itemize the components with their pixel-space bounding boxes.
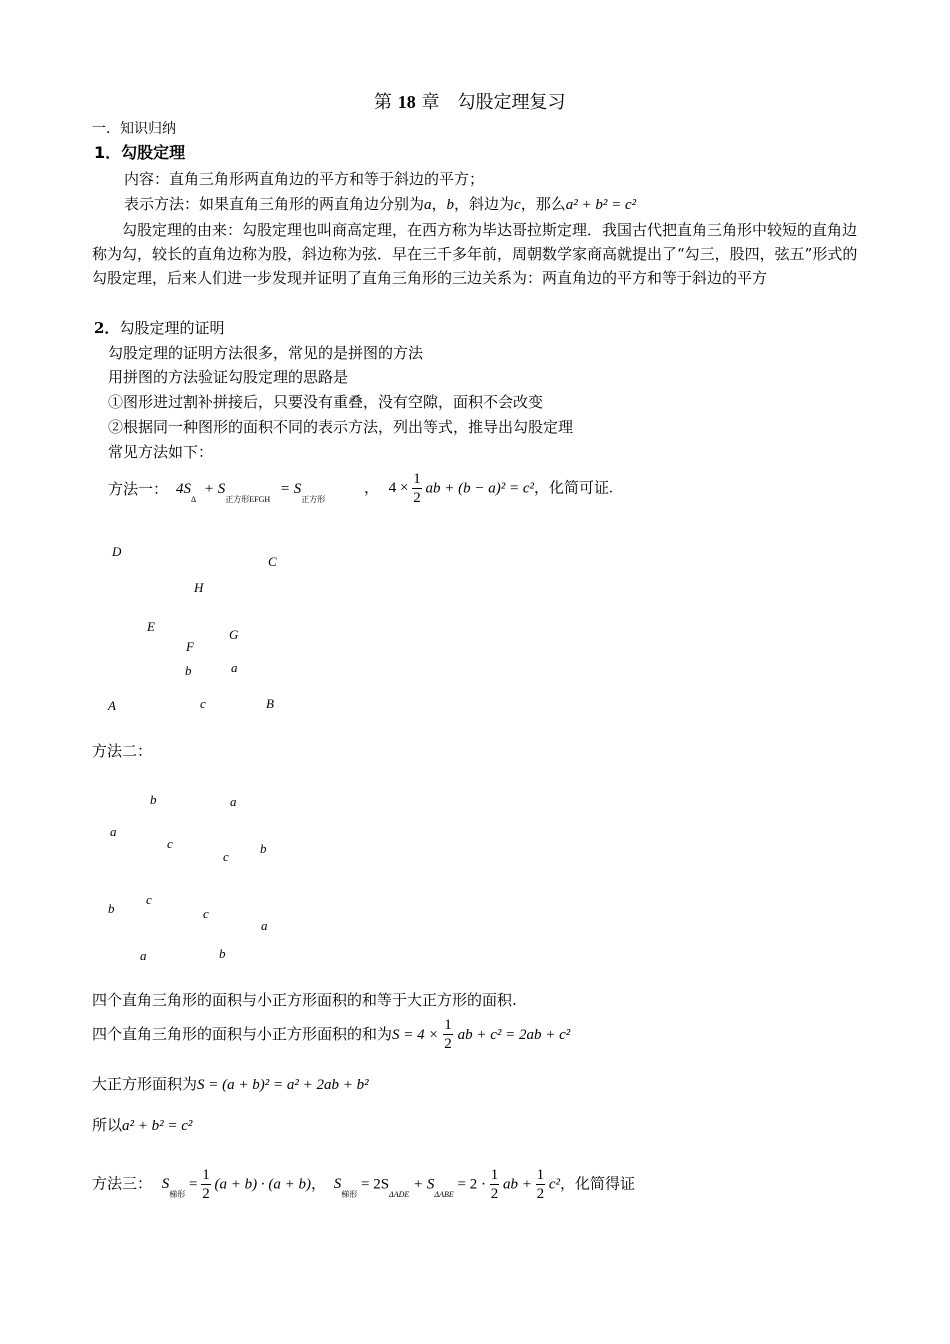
method-1-tail: ，化简可证. [534,480,613,497]
method-3-line [92,1168,635,1202]
expression-line [124,197,636,213]
statement-2-formula-a: S = 4 × [392,1027,439,1043]
sep: ，斜边为 [454,195,515,213]
origin-paragraph: 勾股定理的由来：勾股定理也叫商高定理，在西方称为毕达哥拉斯定理．我国古代把直角三角形中较短的直角边称为勾，较长的直角边称为股，斜边称为弦．早在三千多年前，周朝数学家商高就提出了“勾三，股四，弦五”形式的勾股定理，后来人们进一步发现并证明了直角三角形的三边关系为：两直角边的平方和等于斜边的平方 [92,221,858,287]
label-F: F [186,639,194,654]
subsection-1-title: 勾股定理 [121,143,186,162]
method-1-formula-b [364,472,613,506]
sep: ，那么 [520,195,566,213]
fig2-label: b [108,901,115,916]
comma: ， [364,480,380,497]
label-a: a [231,660,238,675]
statement-4-prefix: 所以 [92,1116,123,1134]
plus-s: + S [203,481,226,497]
proof-line-3: ①图形进过割补拼接后，只要没有重叠，没有空隙，面积不会改变 [108,393,544,411]
fig2-label: a [140,948,147,963]
fraction-half [201,1168,211,1202]
sub-trapezoid: 梯形 [341,1190,358,1200]
fraction-half [443,1018,453,1052]
pythagoras-formula: a² + b² = c² [565,197,637,213]
subsection-2-number: 2． [94,319,120,337]
statement-2-formula-b: ab + c² = 2ab + c² [457,1027,571,1043]
frac-num: 1 [444,1017,452,1033]
method-3-label: 方法三： [92,1174,153,1193]
label-C: C [268,554,277,569]
label-G: G [229,627,239,642]
frac-num: 1 [413,471,421,487]
subsection-2-title: 勾股定理的证明 [119,319,225,337]
frac-den: 2 [444,1036,452,1052]
subsection-1-heading [94,145,185,161]
statement-3-prefix: 大正方形面积为 [92,1075,198,1093]
expression-prefix: 表示方法：如果直角三角形的两直角边分别为 [124,195,425,213]
label-H: H [194,580,204,595]
fig2-label: b [260,841,267,856]
frac-den: 2 [413,490,421,506]
statement-3 [92,1077,369,1093]
sub-triangle-ade: ΔADE [389,1190,410,1200]
label-E: E [147,619,155,634]
statement-2 [92,1018,570,1052]
subsection-2-heading [94,321,224,336]
var-c: c [514,197,521,213]
sub-square-efgh: 正方形EFGH [225,495,271,504]
frac-den: 2 [490,1186,499,1202]
fig2-label: a [110,824,117,839]
frac-num: 1 [536,1167,545,1183]
c-squared: c² [548,1176,561,1193]
fig2-label: c [203,906,209,921]
comma: ， [310,1176,326,1193]
fig2-label: b [150,792,157,807]
proof-line-5: 常见方法如下： [108,443,214,461]
eq: = [189,1176,198,1193]
method-1-label: 方法一： [108,480,169,498]
title-prefix: 第 [374,92,398,113]
section-heading: 一．知识归纳 [92,121,176,137]
fig2-label: a [230,794,237,809]
fig2-label: c [146,892,152,907]
eq-2s: = 2S [360,1176,390,1193]
label-B: B [266,696,274,711]
frac-num: 1 [490,1167,499,1183]
label-b: b [185,663,192,678]
sub-trapezoid: 梯形 [169,1190,186,1200]
statement-4-formula: a² + b² = c² [122,1118,193,1134]
label-A: A [108,698,116,713]
ab-plus: ab + [503,1176,532,1193]
frac-den: 2 [202,1186,210,1202]
eq-2-dot: = 2 · [457,1176,486,1193]
frac-den: 2 [536,1186,545,1202]
fig2-label: c [223,849,229,864]
sub-square-big: 正方形 [301,495,326,504]
fig2-label: c [167,836,173,851]
label-D: D [112,544,122,559]
var-b: b [446,197,455,213]
plus-s: + S [413,1176,435,1193]
statement-2-prefix: 四个直角三角形的面积与小正方形面积的和为 [92,1025,393,1043]
sep: ， [431,195,447,213]
content-line: 内容：直角三角形两直角边的平方和等于斜边的平方； [124,170,485,188]
frac-num: 1 [202,1167,210,1183]
statement-1: 四个直角三角形的面积与小正方形面积的和等于大正方形的面积. [92,991,517,1009]
method-1-line [108,470,169,498]
subsection-1-number: 1． [94,143,122,162]
fraction-half [412,472,422,506]
method-3-tail: ，化简得证 [560,1174,636,1193]
chapter-number: 18 [397,92,416,112]
s-trapezoid: S [161,1176,170,1193]
title-suffix: 章 勾股定理复习 [415,92,566,113]
method-1-formula-a [176,481,326,504]
eq-s: = S [279,481,302,497]
method-1-rest: ab + (b − a)² = c² [425,480,534,497]
label-c: c [200,696,206,711]
statement-3-formula: S = (a + b)² = a² + 2ab + b² [197,1077,369,1093]
proof-line-4: ②根据同一种图形的面积不同的表示方法，列出等式，推导出勾股定理 [108,418,574,436]
proof-line-1: 勾股定理的证明方法很多，常见的是拼图的方法 [108,344,424,362]
sub-triangle-abe: ΔABE [434,1190,454,1200]
four-times: 4 × [388,480,409,497]
var-a: a [424,197,432,213]
fig2-label: a [261,918,268,933]
page-title [374,93,565,112]
fraction-half [490,1168,500,1202]
method-2-label: 方法二： [92,742,153,760]
fraction-half [536,1168,546,1202]
statement-4 [92,1118,192,1134]
s-trapezoid: S [333,1176,342,1193]
coef-4s: 4S [176,481,191,497]
proof-line-2: 用拼图的方法验证勾股定理的思路是 [108,368,349,386]
sub-triangle: Δ [191,495,197,504]
method-3-part-1: (a + b) · (a + b) [214,1176,311,1193]
fig2-label: b [219,946,226,961]
